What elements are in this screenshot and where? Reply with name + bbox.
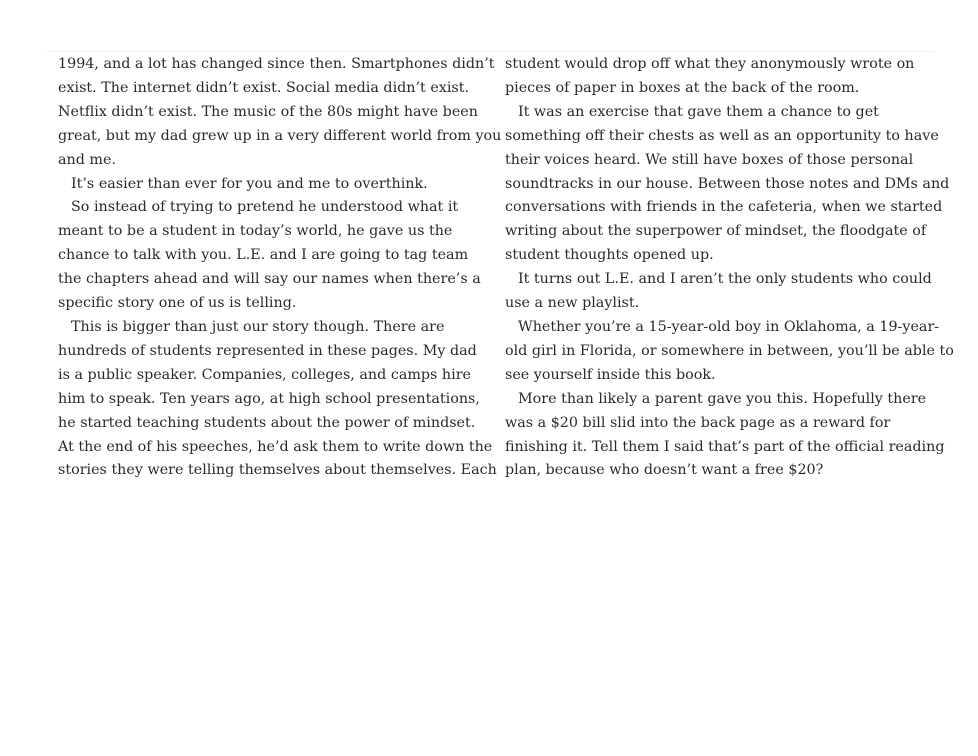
text-line: soundtracks in our house. Between those notes and DMs and [505, 175, 950, 192]
text-line: conversations with friends in the cafeteria, when we started [505, 199, 943, 216]
text-line: specific story one of us is telling. [58, 295, 297, 312]
text-line: writing about the superpower of mindset, the floodgate of [505, 223, 927, 240]
text-line: him to speak. Ten years ago, at high school presentations, [58, 390, 480, 407]
text-line: It’s easier than ever for you and me to overthink. [71, 175, 428, 192]
text-line: meant to be a student in today’s world, he gave us the [58, 223, 453, 240]
text-line: This is bigger than just our story though. There are [71, 318, 445, 335]
text-line: exist. The internet didn’t exist. Social media didn’t exist. [58, 79, 470, 96]
text-line: pieces of paper in boxes at the back of the room. [505, 79, 860, 96]
text-line: More than likely a parent gave you this. Hopefully there [518, 390, 927, 407]
text-line: finishing it. Tell them I said that’s part of the official reading [505, 438, 945, 455]
text-line: see yourself inside this book. [505, 366, 716, 383]
text-line: the chapters ahead and will say our names when there’s a [58, 271, 481, 288]
text-line: old girl in Florida, or somewhere in between, you’ll be able to [505, 342, 954, 359]
text-line: something off their chests as well as an opportunity to have [505, 127, 939, 144]
text-line: their voices heard. We still have boxes of those personal [505, 151, 914, 168]
text-line: he started teaching students about the power of mindset. [58, 414, 476, 431]
text-line: chance to talk with you. L.E. and I are going to tag team [58, 247, 469, 264]
right-page-column [505, 53, 954, 483]
text-line: At the end of his speeches, he’d ask them to write down the [58, 438, 493, 455]
text-line: plan, because who doesn’t want a free $20? [505, 462, 824, 479]
text-line: Netflix didn’t exist. The music of the 80s might have been [58, 103, 478, 120]
text-line: and me. [58, 151, 116, 168]
top-divider [46, 51, 934, 52]
text-line: Whether you’re a 15-year-old boy in Oklahoma, a 19-year- [518, 318, 940, 335]
left-page-column [58, 53, 502, 483]
text-line: use a new playlist. [505, 295, 640, 312]
text-line: student would drop off what they anonymously wrote on [505, 56, 915, 72]
text-line: 1994, and a lot has changed since then. Smartphones didn’t [58, 56, 495, 72]
text-line: So instead of trying to pretend he understood what it [71, 199, 459, 216]
text-line: was a $20 bill slid into the back page as a reward for [505, 414, 891, 431]
text-line: student thoughts opened up. [505, 247, 714, 264]
text-line: It was an exercise that gave them a chance to get [518, 103, 879, 120]
text-line: is a public speaker. Companies, colleges, and camps hire [58, 366, 472, 383]
text-line: stories they were telling themselves about themselves. Each [58, 462, 497, 479]
text-line: hundreds of students represented in these pages. My dad [58, 342, 477, 359]
text-line: great, but my dad grew up in a very different world from you [58, 127, 502, 144]
text-line: It turns out L.E. and I aren’t the only students who could [518, 271, 932, 288]
